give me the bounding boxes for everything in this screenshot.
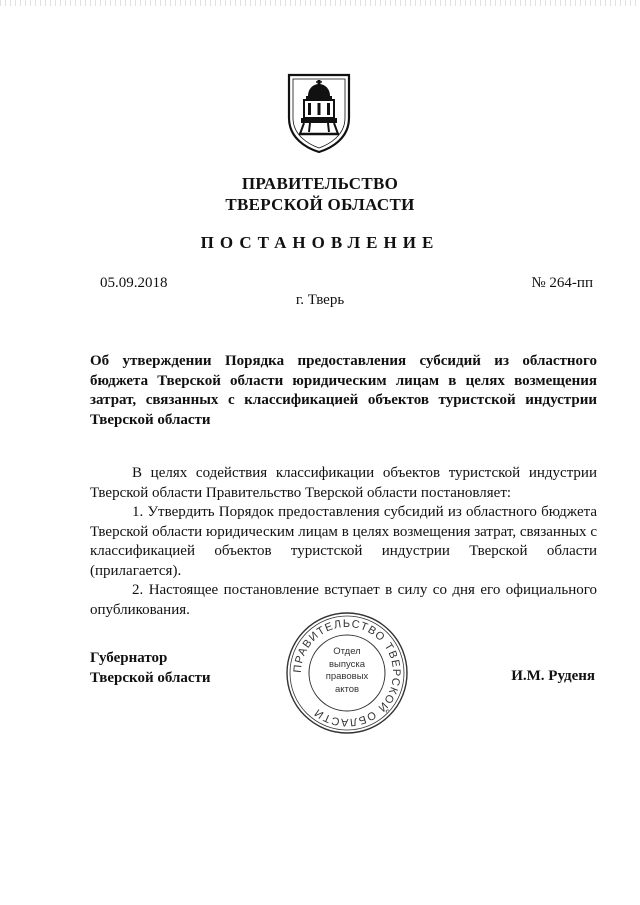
decree-item-2: 2. Настоящее постановление вступает в силу со дня его официального опубликования. xyxy=(90,582,597,618)
signer-title-line2: Тверской области xyxy=(90,669,211,686)
stamp-center-line-4: актов xyxy=(334,683,360,695)
decree-subject: Об утверждении Порядка предоставления субсидий из областного бюджета Тверской области юридическим лицам в целях возмещения затрат, связанных с классификацией объектов туристской индустрии Тверской области xyxy=(90,353,597,428)
stamp-center-line-3: правовых xyxy=(325,671,369,682)
decree-number: № 264-пп xyxy=(531,275,593,291)
stamp-center-text xyxy=(284,646,410,696)
government-name-line2: ТВЕРСКОЙ ОБЛАСТИ xyxy=(225,195,415,214)
stamp-center-line-1: Отдел xyxy=(333,646,361,657)
signer-title xyxy=(90,649,211,688)
stamp-ring-text: ПРАВИТЕЛЬСТВО ТВЕРСКОЙ ОБЛАСТИ xyxy=(291,617,403,729)
government-name-line1: ПРАВИТЕЛЬСТВО xyxy=(241,174,399,193)
stamp-center-line-2: выпуска xyxy=(328,658,366,670)
decree-city: г. Тверь xyxy=(295,292,345,308)
signer-title-line1: Губернатор xyxy=(90,650,168,666)
document-type-title: ПОСТАНОВЛЕНИЕ xyxy=(200,233,440,252)
decree-item-1: 1. Утвердить Порядок предоставления субсидий из областного бюджета Тверской области юридическим лицам в целях возмещения затрат, связанных с классификацией объектов туристской индустрии Тверской области (прилагается). xyxy=(90,504,597,579)
preamble-paragraph: В целях содействия классификации объектов туристской индустрии Тверской области Правительство Тверской области постановляет: xyxy=(90,465,597,501)
signer-name: И.М. Руденя xyxy=(511,668,595,684)
decree-body xyxy=(90,464,597,620)
decree-date: 05.09.2018 xyxy=(100,275,168,291)
tver-coat-of-arms-icon xyxy=(286,72,352,154)
scan-artifact-line xyxy=(0,0,640,6)
